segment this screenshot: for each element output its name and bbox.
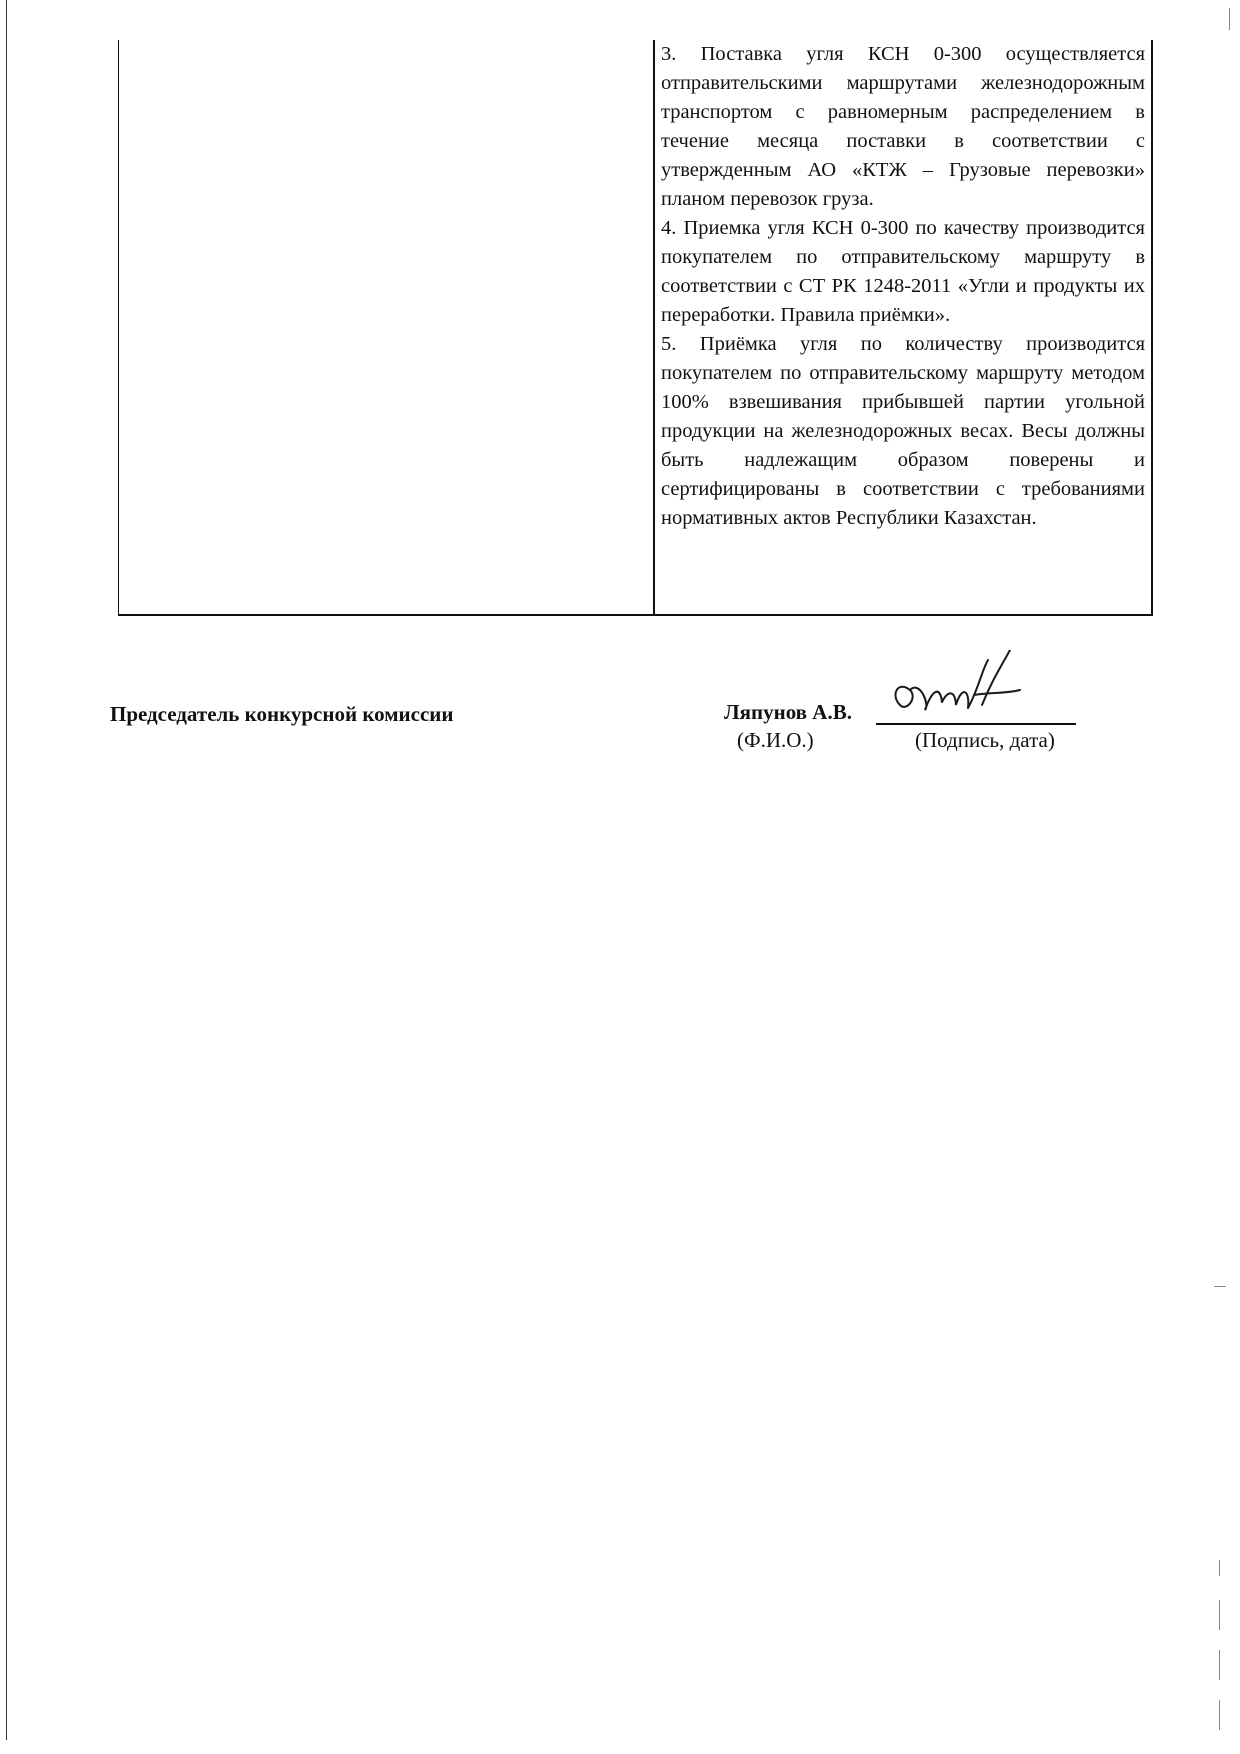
signer-name: Ляпунов А.В. <box>724 700 852 724</box>
scan-mark <box>1219 1600 1220 1630</box>
fio-label: (Ф.И.О.) <box>737 728 814 752</box>
conditions-table <box>118 40 1153 616</box>
table-left-border <box>118 40 119 616</box>
clause-5: 5. Приёмка угля по количеству производится покупателем по отправительскому маршруту методом 100% взвешивания прибывшей партии угольной продукции на железнодорожных весах. Весы должны быть надлежащим образом поверены и сертифицированы в соответствии с требованиями нормативных актов Республики Казахстан. <box>661 333 1145 529</box>
table-bottom-border <box>118 614 1153 616</box>
clause-3: 3. Поставка угля КСН 0-300 осуществляется отправительскими маршрутами железнодорожным транспортом с равномерным распределением в течение месяца поставки в соответствии с утвержденным АО «КТЖ – Грузовые перевозки» планом перевозок груза. <box>661 43 1145 210</box>
table-middle-border <box>653 40 655 616</box>
scan-mark <box>1219 1560 1220 1576</box>
signature-block <box>0 680 1240 760</box>
page-edge-line <box>6 0 7 1740</box>
scan-mark <box>1219 1650 1220 1680</box>
scan-mark <box>1214 1286 1226 1287</box>
table-cell-conditions <box>661 40 1145 533</box>
table-right-border <box>1151 40 1153 616</box>
scan-mark <box>1229 8 1230 30</box>
scan-artifacts <box>1210 0 1240 1754</box>
scan-mark <box>1219 1700 1220 1730</box>
handwritten-signature <box>870 650 1040 730</box>
chairman-label: Председатель конкурсной комиссии <box>110 702 454 726</box>
signature-date-label: (Подпись, дата) <box>915 728 1055 752</box>
clause-4: 4. Приемка угля КСН 0-300 по качеству производится покупателем по отправительскому маршруту в соответствии с СТ РК 1248-2011 «Угли и продукты их переработки. Правила приёмки». <box>661 217 1145 326</box>
